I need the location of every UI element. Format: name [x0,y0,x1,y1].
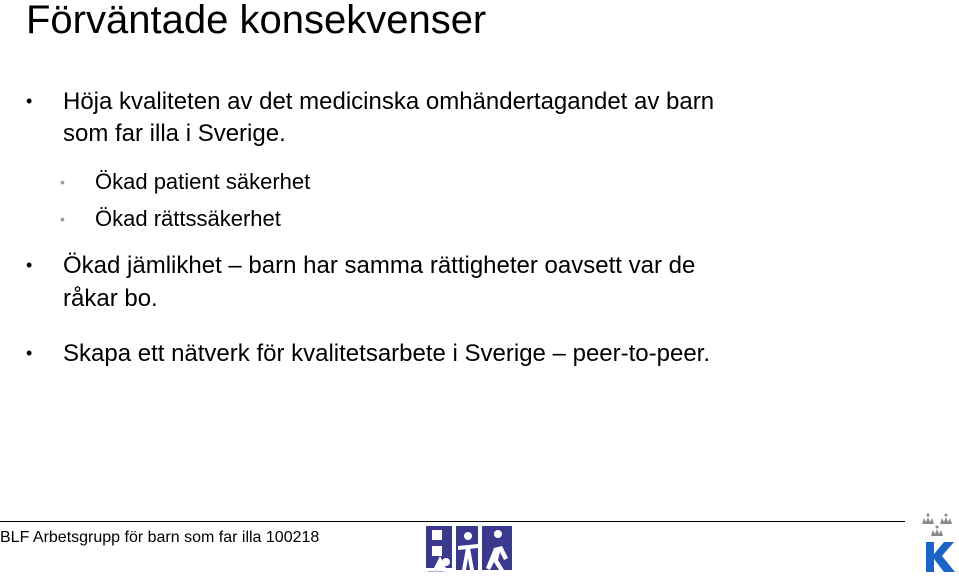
bullet-text: som far illa i Sverige. [63,120,286,147]
bullet-marker: • [26,91,33,111]
footer-text: BLF Arbetsgrupp för barn som far illa 100218 [0,529,320,546]
bullet-text: råkar bo. [63,285,158,312]
footer-divider [0,521,905,522]
bullet-marker: • [26,343,33,363]
sub-bullet-marker: • [60,174,65,190]
sub-bullet-text: Ökad patient säkerhet [95,169,311,194]
bullet-marker: • [26,255,33,275]
bullet-text: Ökad jämlikhet – barn har samma rättigheter oavsett var de [63,252,696,279]
sub-bullet-text: Ökad rättssäkerhet [95,206,281,231]
sub-bullet-marker: • [60,211,65,227]
bullet-text: Skapa ett nätverk för kvalitetsarbete i Sverige – peer-to-peer. [63,340,711,367]
children-figures-logo [424,524,514,574]
slide-title: Förväntade konsekvenser [26,0,487,42]
svg-text:—~—: —~— [428,569,444,574]
crown-k-logo [916,512,958,574]
bullet-text: Höja kvaliteten av det medicinska omhändertagandet av barn [63,88,715,115]
